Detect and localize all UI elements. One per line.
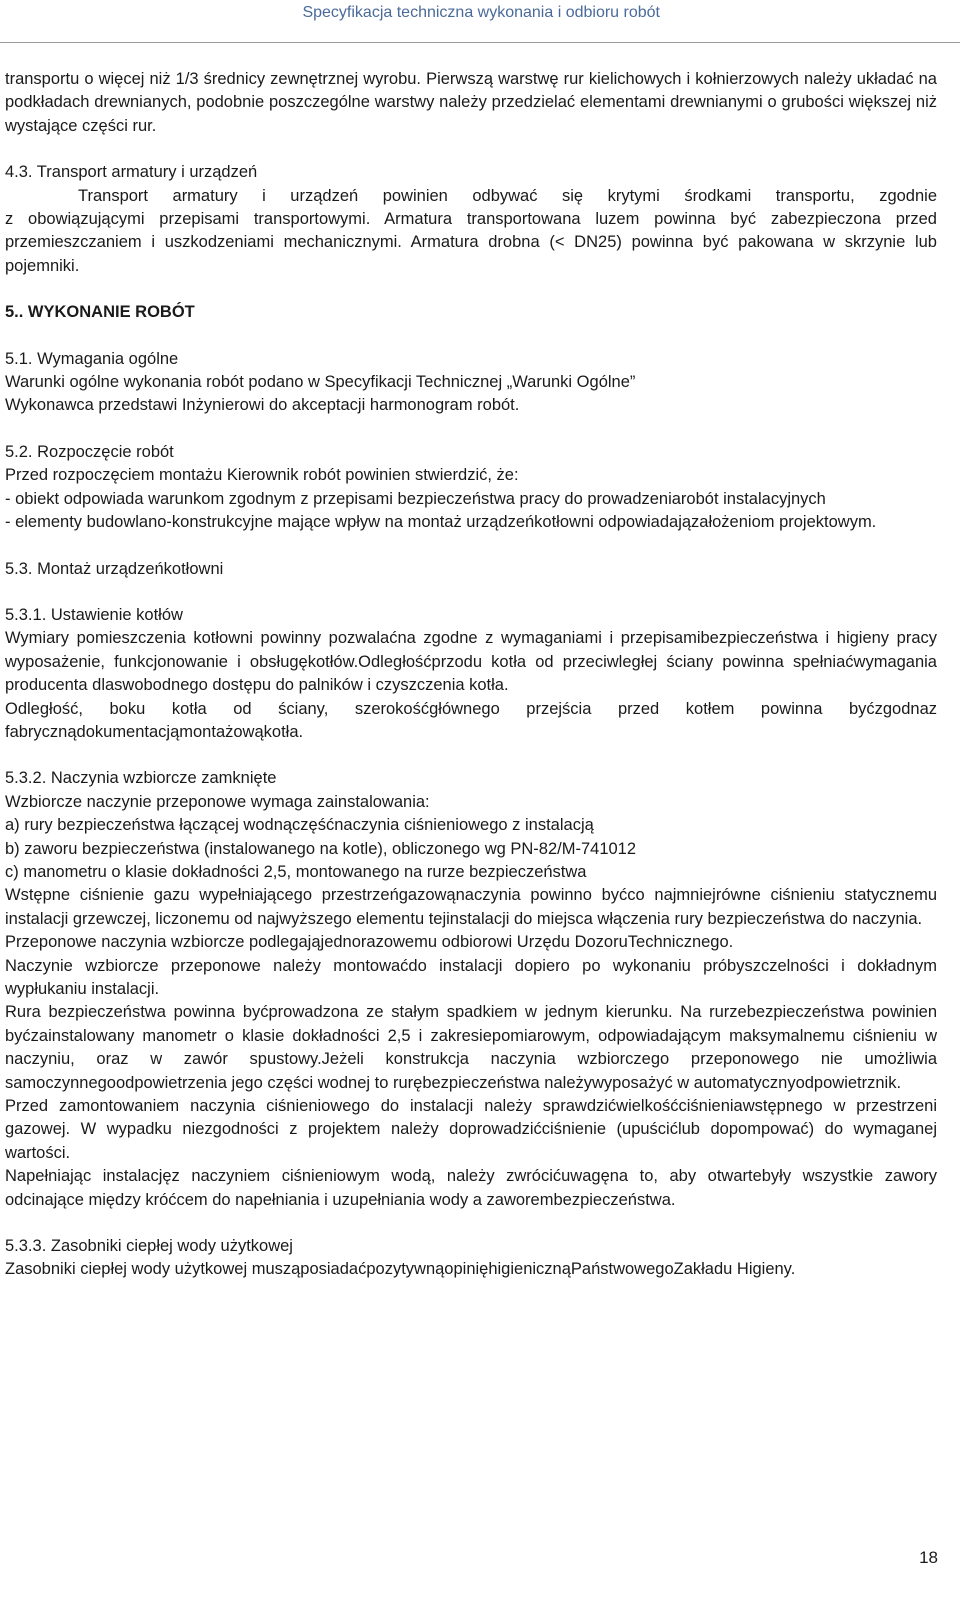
paragraph: Transport armatury i urządzeń powinien odbywać się krytymi środkami transportu, zgodnie (78, 186, 937, 205)
paragraph: Rura bezpieczeństwa powinna byćprowadzona ze stałym spadkiem w jednym kierunku. Na rurzebezpieczeństwa powinien byćzainstalowany manometr o klasie dokładności 2,5 i zakresiepomiarowym, odpowiadającym maksymalnemu ciśnieniu w naczyniu, oraz w zawór spustowy.Jeżeli konstrukcja naczynia wzbiorczego przeponowego nie umożliwia samoczynnegoodpowietrzenia jego części wodnej to rurębezpieczeństwa należywyposażyć w automatycznyodpowietrznik. (5, 1003, 937, 1092)
paragraph: transportu o więcej niż 1/3 średnicy zewnętrznej wyrobu. Pierwszą warstwę rur kielichowych i kołnierzowych należy układać na podkładach drewnianych, podobnie poszczególne warstwy należy przedzielać elementami drewnianymi o grubości większej niż wystające części rur. (5, 70, 937, 135)
section-heading: 4.3. Transport armatury i urządzeń (5, 163, 258, 182)
paragraph: Przed zamontowaniem naczynia ciśnieniowego do instalacji należy sprawdzićwielkośćciśnieniawstępnego w przestrzeni gazowej. W wypadku niezgodności z projektem należy doprowadzićciśnienie (upuścićlub dopompować) do wymaganej wartości. (5, 1097, 937, 1162)
paragraph: Wykonawca przedstawi Inżynierowi do akceptacji harmonogram robót. (5, 396, 520, 415)
section-heading: 5.1. Wymagania ogólne (5, 349, 179, 368)
paragraph: Warunki ogólne wykonania robót podano w Specyfikacji Technicznej „Warunki Ogólne” (5, 373, 636, 392)
paragraph: Wstępne ciśnienie gazu wypełniającego przestrzeńgazowąnaczynia powinno byćco najmniejrówne ciśnieniu statycznemu instalacji grzewczej, liczonemu od najwyższego elementu tejinstalacji do miejsca włączenia rury bezpieczeństwa do naczynia. (5, 886, 937, 928)
section-heading: 5.3.1. Ustawienie kotłów (5, 605, 183, 624)
page-header (0, 0, 960, 43)
header-title: Specyfikacja techniczna wykonania i odbioru robót (302, 4, 660, 21)
chapter-heading: 5.. WYKONANIE ROBÓT (5, 303, 195, 322)
paragraph: Zasobniki ciepłej wody użytkowej musząposiadaćpozytywnąopinięhigienicznąPaństwowegoZakładu Higieny. (5, 1260, 796, 1279)
page-content (5, 68, 937, 1282)
page-number: 18 (919, 1548, 938, 1567)
paragraph: Przeponowe naczynia wzbiorcze podlegająjednorazowemu odbiorowi Urzędu DozoruTechnicznego. (5, 933, 734, 952)
paragraph: Przed rozpoczęciem montażu Kierownik robót powinien stwierdzić, że: (5, 466, 519, 485)
paragraph: Napełniając instalacjęz naczyniem ciśnieniowym wodą, należy zwrócićuwagęna to, aby otwartebyły wszystkie zawory odcinające między króćcem do napełniania i uzupełniania wody a zaworembezpieczeństwa. (5, 1167, 937, 1209)
section-heading: 5.2. Rozpoczęcie robót (5, 442, 174, 461)
section-heading: 5.3.3. Zasobniki ciepłej wody użytkowej (5, 1237, 293, 1256)
paragraph: Wymiary pomieszczenia kotłowni powinny pozwalaćna zgodne z wymaganiami i przepisamibezpieczeństwa i higieny pracy wyposażenie, funkcjonowanie i obsługękotłów.Odległośćprzodu kotła od przeciwległej ściany powinna spełniaćwymagania producenta dlaswobodnego dostępu do palników i czyszczenia kotła. (5, 629, 937, 695)
paragraph: z obowiązującymi przepisami transportowymi. Armatura transportowana luzem powinna być zabezpieczona przed przemieszczaniem i uszkodzeniami mechanicznymi. Armatura drobna (< DN25) powinna być pakowana w skrzynie lub pojemniki. (5, 210, 937, 275)
section-heading: 5.3.2. Naczynia wzbiorcze zamknięte (5, 769, 277, 788)
list-item: a) rury bezpieczeństwa łączącej wodnączęśćnaczynia ciśnieniowego z instalacją (5, 816, 594, 835)
paragraph: Naczynie wzbiorcze przeponowe należy montowaćdo instalacji dopiero po wykonaniu próbyszczelności i dokładnym wypłukaniu instalacji. (5, 956, 937, 998)
paragraph: Odległość, boku kotła od ściany, szerokośćgłównego przejścia przed kotłem powinna byćzgodnaz fabrycznądokumentacjąmontażowąkotła. (5, 699, 937, 741)
list-item: - elementy budowlano-konstrukcyjne mające wpływ na montaż urządzeńkotłowni odpowiadajązałożeniom projektowym. (5, 513, 877, 532)
list-item: c) manometru o klasie dokładności 2,5, montowanego na rurze bezpieczeństwa (5, 862, 587, 881)
list-item: b) zaworu bezpieczeństwa (instalowanego na kotle), obliczonego wg PN-82/M-741012 (5, 839, 637, 858)
list-item: - obiekt odpowiada warunkom zgodnym z przepisami bezpieczeństwa pracy do prowadzeniarobót instalacyjnych (5, 489, 826, 508)
section-heading: 5.3. Montaż urządzeńkotłowni (5, 559, 224, 578)
paragraph: Wzbiorcze naczynie przeponowe wymaga zainstalowania: (5, 792, 430, 811)
